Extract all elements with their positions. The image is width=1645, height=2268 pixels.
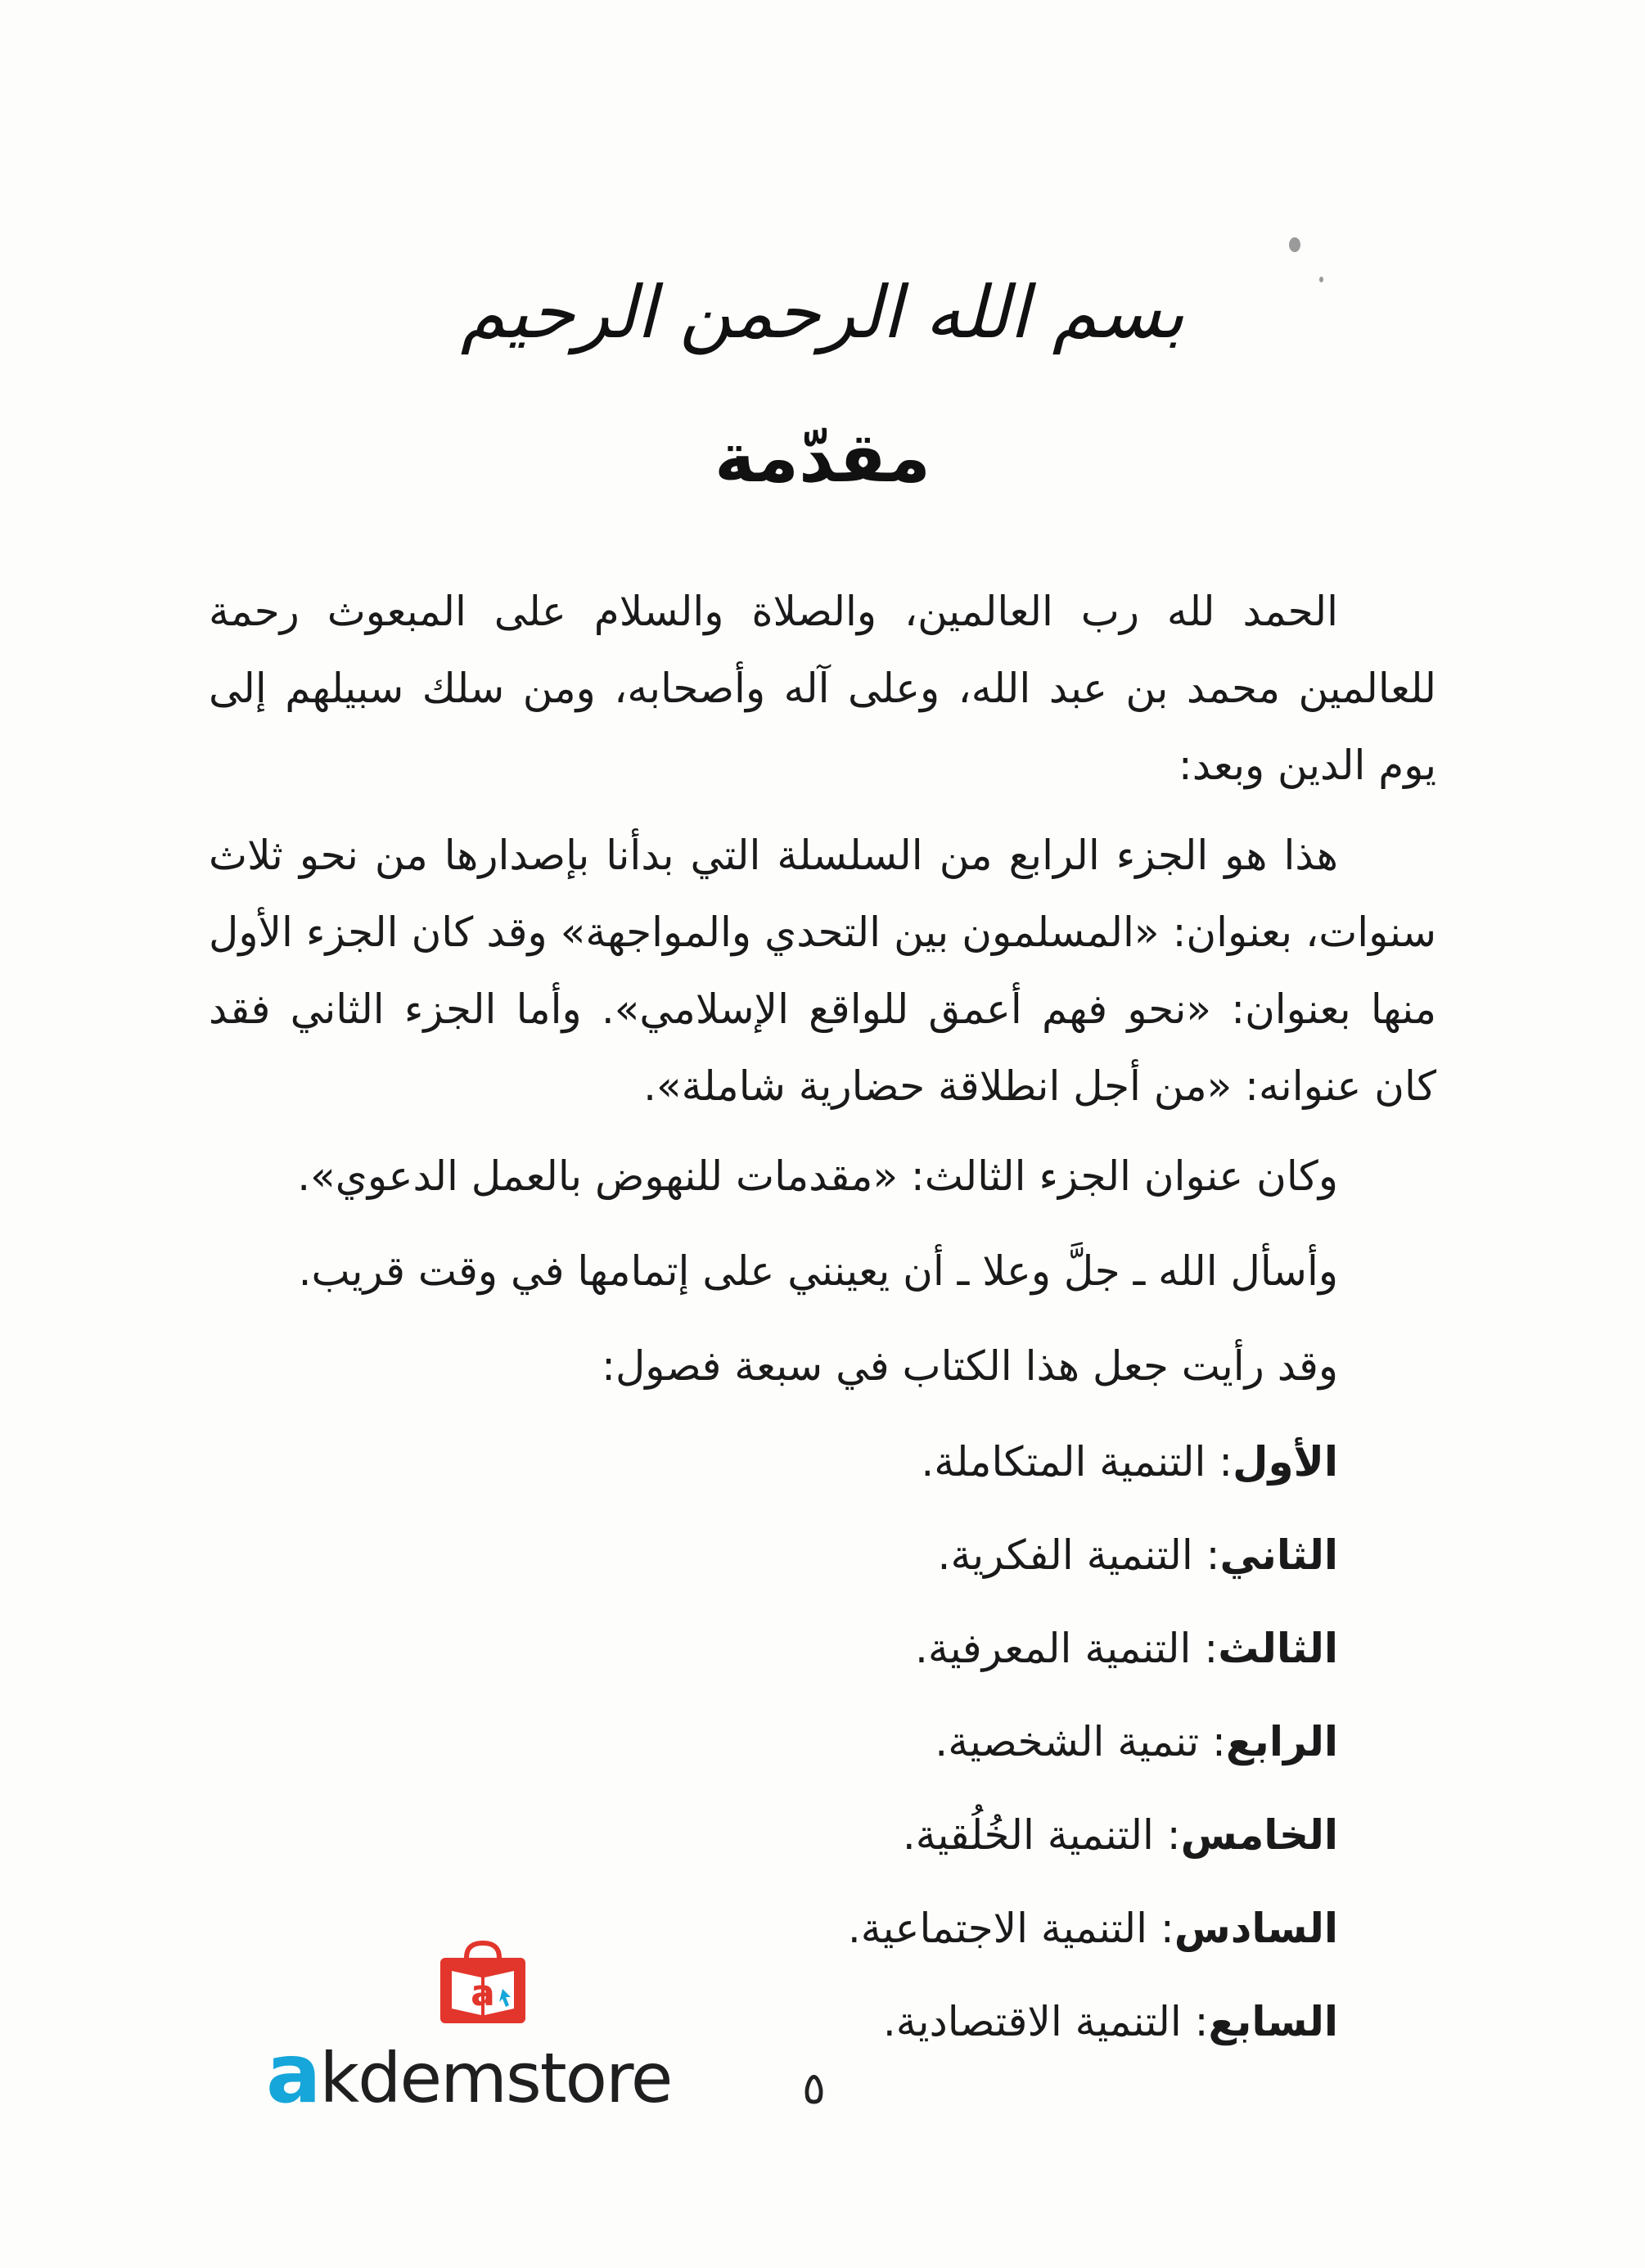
chapter-topic: التنمية المتكاملة. [921,1438,1206,1486]
page-title: مقدّمة [714,417,931,498]
chapter-separator: : [1192,1531,1220,1579]
basmala-calligraphy: بسم الله الرحمن الرحيم [460,270,1185,354]
chapter-topic: التنمية الخُلُقية. [902,1811,1154,1859]
body-text [209,573,1436,2076]
chapter-topic: التنمية الاجتماعية. [847,1905,1148,1952]
intro-paragraph-1: الحمد لله رب العالمين، والصلاة والسلام على المبعوث رحمة للعالمين محمد بن عبد الله، وعلى آله وأصحابه، ومن سلك سبيلهم إلى يوم الدين وبعد: [209,588,1436,789]
chapter-separator: : [1153,1811,1181,1859]
chapter-topic: التنمية الاقتصادية. [882,1998,1182,2045]
chapter-ordinal: الرابع [1225,1718,1338,1765]
chapter-separator: : [1206,1438,1233,1486]
chapter-separator: : [1191,1625,1219,1672]
chapter-item [209,1609,1338,1688]
chapter-ordinal: الأول [1233,1438,1338,1486]
logo-wordmark [266,2026,671,2121]
chapter-ordinal: الثالث [1218,1625,1338,1672]
page-number: ٥ [802,2063,827,2114]
chapter-item [209,1702,1338,1781]
chapter-ordinal: الثاني [1219,1531,1338,1579]
chapter-separator: : [1181,1998,1209,2045]
chapter-ordinal: السادس [1174,1905,1338,1952]
logo-name: kdemstore [319,2038,672,2118]
intro-line-3: وقد رأيت جعل هذا الكتاب في سبعة فصول: [602,1342,1338,1390]
chapter-item [209,1516,1338,1594]
shopping-bag-book-icon [434,1940,532,2026]
intro-paragraph-2: هذا هو الجزء الرابع من السلسلة التي بدأنا بإصدارها من نحو ثلاث سنوات، بعنوان: «المسلمون بين التحدي والمواجهة» وقد كان الجزء الأول منها بعنوان: «نحو فهم أعمق للواقع الإسلامي». وأما الجزء الثاني فقد كان عنوانه: «من أجل انطلاقة حضارية شاملة». [209,832,1436,1110]
chapter-topic: التنمية المعرفية. [915,1625,1192,1672]
chapter-separator: : [1147,1905,1174,1952]
chapter-topic: تنمية الشخصية. [935,1718,1200,1765]
chapter-topic: التنمية الفكرية. [937,1531,1193,1579]
chapter-item [209,1796,1338,1874]
intro-line-2: وأسأل الله ـ جلَّ وعلا ـ أن يعينني على إتمامها في وقت قريب. [298,1247,1338,1295]
watermark-logo [266,1940,708,2121]
chapter-ordinal: الخامس [1180,1811,1338,1859]
intro-line-1: وكان عنوان الجزء الثالث: «مقدمات للنهوض بالعمل الدعوي». [297,1152,1338,1200]
logo-icon-letter: a [471,1973,495,2014]
chapter-separator: : [1199,1718,1226,1765]
chapter-ordinal: السابع [1208,1998,1338,2045]
scan-speck [1289,237,1300,252]
logo-letter-a: a [266,2026,320,2121]
chapter-item [209,1423,1338,1501]
